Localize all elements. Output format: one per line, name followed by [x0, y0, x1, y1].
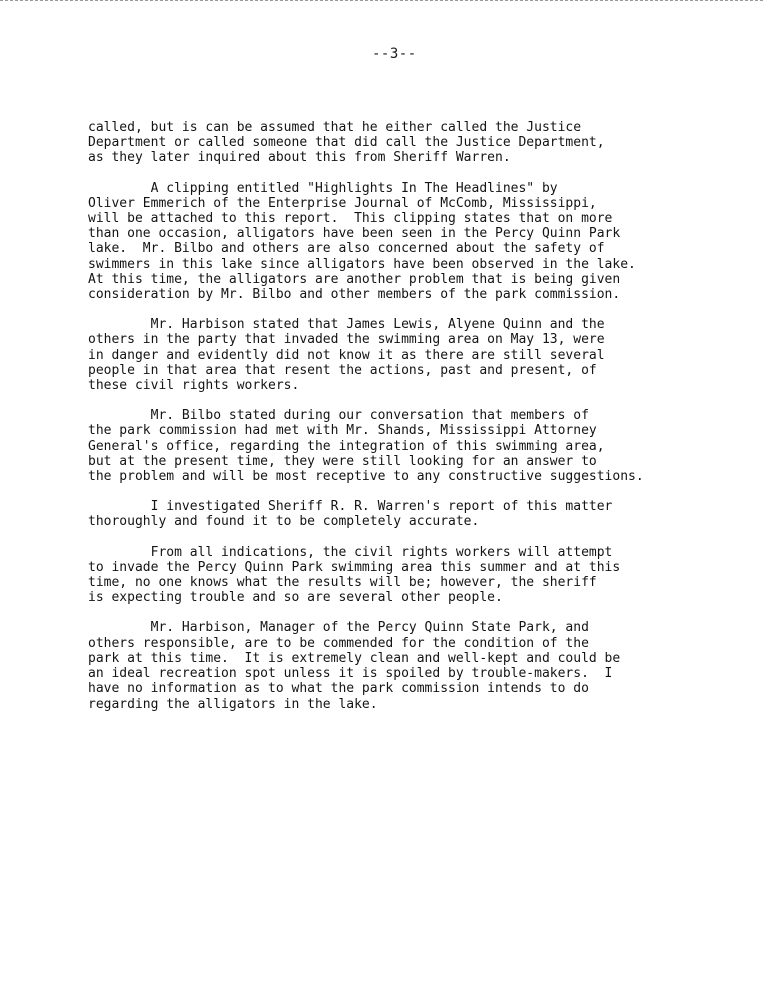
- paragraph: [88, 408, 748, 484]
- text-line: time, no one knows what the results will be; however, the sheriff: [88, 575, 597, 591]
- text-line: regarding the alligators in the lake.: [88, 696, 378, 712]
- text-line: A clipping entitled "Highlights In The Headlines" by: [88, 180, 558, 196]
- page-number: --3--: [372, 46, 417, 62]
- text-line: Department or called someone that did call the Justice Department,: [88, 135, 605, 151]
- text-line: I investigated Sheriff R. R. Warren's report of this matter: [88, 499, 613, 515]
- paragraph: [88, 181, 748, 303]
- text-line: Oliver Emmerich of the Enterprise Journal of McComb, Mississippi,: [88, 195, 597, 211]
- text-line: as they later inquired about this from Sheriff Warren.: [88, 150, 511, 166]
- text-line: than one occasion, alligators have been seen in the Percy Quinn Park: [88, 226, 621, 242]
- text-line: have no information as to what the park commission intends to do: [88, 681, 589, 697]
- paragraph: [88, 499, 748, 529]
- text-line: Mr. Bilbo stated during our conversation that members of: [88, 408, 589, 424]
- text-line: an ideal recreation spot unless it is spoiled by trouble-makers. I: [88, 666, 613, 682]
- text-line: in danger and evidently did not know it as there are still several: [88, 347, 605, 363]
- text-line: will be attached to this report. This clipping states that on more: [88, 211, 613, 227]
- text-line: the problem and will be most receptive to any constructive suggestions.: [88, 469, 644, 485]
- text-line: others in the party that invaded the swimming area on May 13, were: [88, 332, 605, 348]
- text-line: others responsible, are to be commended for the condition of the: [88, 635, 589, 651]
- text-line: the park commission had met with Mr. Shands, Mississippi Attorney: [88, 423, 597, 439]
- text-line: From all indications, the civil rights workers will attempt: [88, 544, 613, 560]
- paragraph: [88, 620, 748, 711]
- text-line: lake. Mr. Bilbo and others are also concerned about the safety of: [88, 241, 605, 257]
- document-body: [88, 120, 748, 727]
- text-line: these civil rights workers.: [88, 378, 300, 394]
- text-line: Mr. Harbison, Manager of the Percy Quinn State Park, and: [88, 620, 589, 636]
- text-line: but at the present time, they were still looking for an answer to: [88, 453, 597, 469]
- text-line: is expecting trouble and so are several other people.: [88, 590, 503, 606]
- paragraph: [88, 120, 748, 166]
- text-line: Mr. Harbison stated that James Lewis, Alyene Quinn and the: [88, 317, 605, 333]
- text-line: General's office, regarding the integration of this swimming area,: [88, 438, 605, 454]
- text-line: called, but is can be assumed that he either called the Justice: [88, 120, 582, 135]
- text-line: thoroughly and found it to be completely accurate.: [88, 514, 480, 530]
- paragraph: [88, 545, 748, 606]
- text-line: swimmers in this lake since alligators have been observed in the lake.: [88, 256, 636, 272]
- text-line: park at this time. It is extremely clean and well-kept and could be: [88, 650, 621, 666]
- paragraph: [88, 317, 748, 393]
- text-line: people in that area that resent the actions, past and present, of: [88, 362, 597, 378]
- page-top-edge: [0, 0, 763, 1]
- text-line: to invade the Percy Quinn Park swimming area this summer and at this: [88, 559, 621, 575]
- text-line: consideration by Mr. Bilbo and other members of the park commission.: [88, 287, 621, 303]
- text-line: At this time, the alligators are another problem that is being given: [88, 271, 621, 287]
